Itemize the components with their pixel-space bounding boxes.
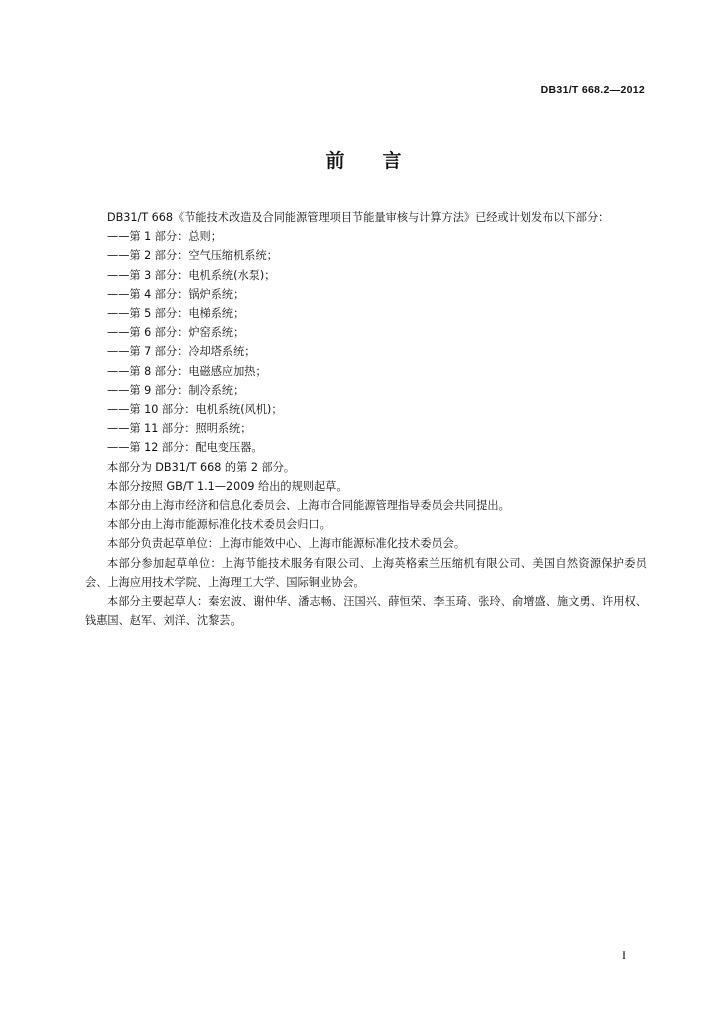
intro-paragraph: DB31/T 668《节能技术改造及合同能源管理项目节能量审核与计算方法》已经或计划发布以下部分： (107, 211, 610, 224)
list-item: ——第 3 部分：电机系统(水泵)； (107, 268, 276, 282)
proposer-statement: 本部分由上海市经济和信息化委员会、上海市合同能源管理指导委员会共同提出。 (107, 499, 510, 513)
list-item: ——第 2 部分：空气压缩机系统； (107, 249, 278, 263)
standard-code: DB31/T 668.2—2012 (540, 84, 645, 96)
list-item: ——第 12 部分：配电变压器。 (107, 441, 263, 455)
page-number: I (622, 948, 626, 962)
list-item: ——第 10 部分：电机系统(风机)； (107, 403, 283, 417)
list-item: ——第 7 部分：冷却塔系统； (107, 345, 256, 359)
list-item: ——第 4 部分：锅炉系统； (107, 287, 245, 301)
lead-drafting-units: 本部分负责起草单位：上海市能效中心、上海市能源标准化技术委员会。 (107, 537, 466, 551)
parts-list (85, 227, 647, 457)
list-item: ——第 1 部分：总则； (107, 230, 222, 244)
part-statement: 本部分为 DB31/T 668 的第 2 部分。 (107, 460, 296, 474)
drafting-rules-statement: 本部分按照 GB/T 1.1—2009 给出的规则起草。 (107, 479, 348, 493)
page-title: 前言 (325, 150, 440, 172)
participating-drafting-units: 本部分参加起草单位：上海节能技术服务有限公司、上海英格索兰压缩机有限公司、美国自然资源保护委员会、上海应用技术学院、上海理工大学、国际铜业协会。 (85, 556, 647, 589)
list-item: ——第 11 部分：照明系统； (107, 422, 252, 436)
centralized-by-statement: 本部分由上海市能源标准化技术委员会归口。 (107, 518, 331, 532)
main-drafters: 本部分主要起草人：秦宏波、谢仲华、潘志畅、汪国兴、薛恒荣、李玉琦、张玲、俞增盛、施文勇、许用权、钱惠国、赵军、刘洋、沈黎芸。 (85, 595, 647, 628)
foreword-body (85, 208, 647, 630)
list-item: ——第 5 部分：电梯系统； (107, 307, 245, 321)
list-item: ——第 9 部分：制冷系统； (107, 383, 245, 397)
list-item: ——第 8 部分：电磁感应加热； (107, 364, 267, 378)
list-item: ——第 6 部分：炉窑系统； (107, 326, 245, 340)
